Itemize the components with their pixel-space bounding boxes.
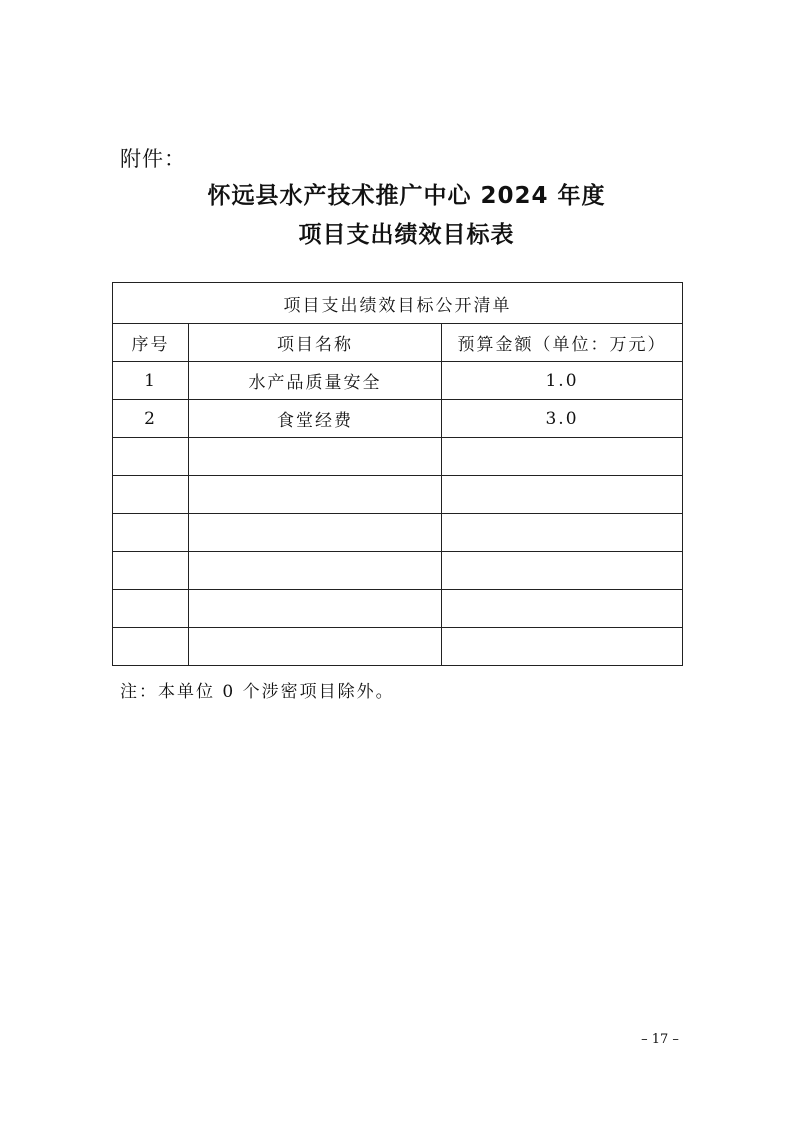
header-index: 序号 xyxy=(113,324,189,362)
table-caption-row xyxy=(113,283,683,324)
cell-index xyxy=(113,438,189,476)
cell-budget-amount: 3.0 xyxy=(442,400,683,438)
footnote: 注：本单位 0 个涉密项目除外。 xyxy=(120,682,395,702)
cell-index xyxy=(113,514,189,552)
cell-index xyxy=(113,476,189,514)
header-project-name: 项目名称 xyxy=(189,324,442,362)
cell-index xyxy=(113,628,189,666)
table-row xyxy=(113,552,683,590)
cell-index: 1 xyxy=(113,362,189,400)
cell-project-name xyxy=(189,476,442,514)
document-title-line-2: 项目支出绩效目标表 xyxy=(298,222,515,248)
table-row xyxy=(113,628,683,666)
table-row xyxy=(113,438,683,476)
cell-budget-amount: 1.0 xyxy=(442,362,683,400)
cell-project-name: 水产品质量安全 xyxy=(189,362,442,400)
cell-budget-amount xyxy=(442,514,683,552)
table-row xyxy=(113,514,683,552)
page-number: – 17 – xyxy=(641,1032,679,1047)
table-caption: 项目支出绩效目标公开清单 xyxy=(113,283,683,324)
table-row xyxy=(113,362,683,400)
table-row xyxy=(113,476,683,514)
table-row xyxy=(113,400,683,438)
cell-project-name xyxy=(189,590,442,628)
budget-table xyxy=(112,282,683,666)
table-row xyxy=(113,590,683,628)
cell-budget-amount xyxy=(442,590,683,628)
cell-budget-amount xyxy=(442,628,683,666)
cell-budget-amount xyxy=(442,438,683,476)
cell-project-name xyxy=(189,628,442,666)
table-header-row xyxy=(113,324,683,362)
cell-project-name xyxy=(189,438,442,476)
header-budget-amount: 预算金额（单位：万元） xyxy=(442,324,683,362)
cell-project-name: 食堂经费 xyxy=(189,400,442,438)
cell-budget-amount xyxy=(442,476,683,514)
cell-index xyxy=(113,590,189,628)
cell-index: 2 xyxy=(113,400,189,438)
document-title-line-1: 怀远县水产技术推广中心 2024 年度 xyxy=(207,183,606,209)
attachment-label: 附件： xyxy=(120,147,186,171)
cell-index xyxy=(113,552,189,590)
cell-project-name xyxy=(189,514,442,552)
cell-project-name xyxy=(189,552,442,590)
cell-budget-amount xyxy=(442,552,683,590)
